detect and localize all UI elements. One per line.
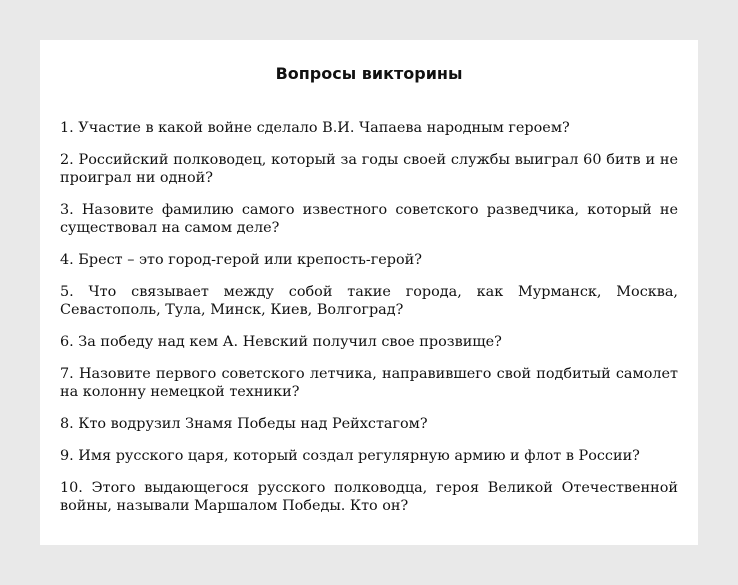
question-list (60, 119, 678, 515)
question-item: 10. Этого выдающегося русского полководца, героя Великой Отечественной войны, называли Маршалом Победы. Кто он? (60, 480, 678, 514)
question-item: 4. Брест – это город-герой или крепость-герой? (60, 252, 422, 268)
question-item: 1. Участие в какой войне сделало В.И. Чапаева народным героем? (60, 120, 570, 136)
question-item: 3. Назовите фамилию самого известного советского разведчика, который не существовал на самом деле? (60, 202, 678, 236)
question-item: 7. Назовите первого советского летчика, направившего свой подбитый самолет на колонну немецкой техники? (60, 366, 678, 400)
question-item: 9. Имя русского царя, который создал регулярную армию и флот в России? (60, 448, 640, 464)
quiz-page (40, 40, 698, 545)
page-title: Вопросы викторины (275, 64, 463, 83)
question-item: 6. За победу над кем А. Невский получил свое прозвище? (60, 334, 502, 350)
question-item: 5. Что связывает между собой такие города, как Мурманск, Москва, Севастополь, Тула, Минск, Киев, Волгоград? (60, 284, 678, 318)
question-item: 2. Российский полководец, который за годы своей службы выиграл 60 битв и не проиграл ни одной? (60, 152, 678, 186)
question-item: 8. Кто водрузил Знамя Победы над Рейхстагом? (60, 416, 428, 432)
